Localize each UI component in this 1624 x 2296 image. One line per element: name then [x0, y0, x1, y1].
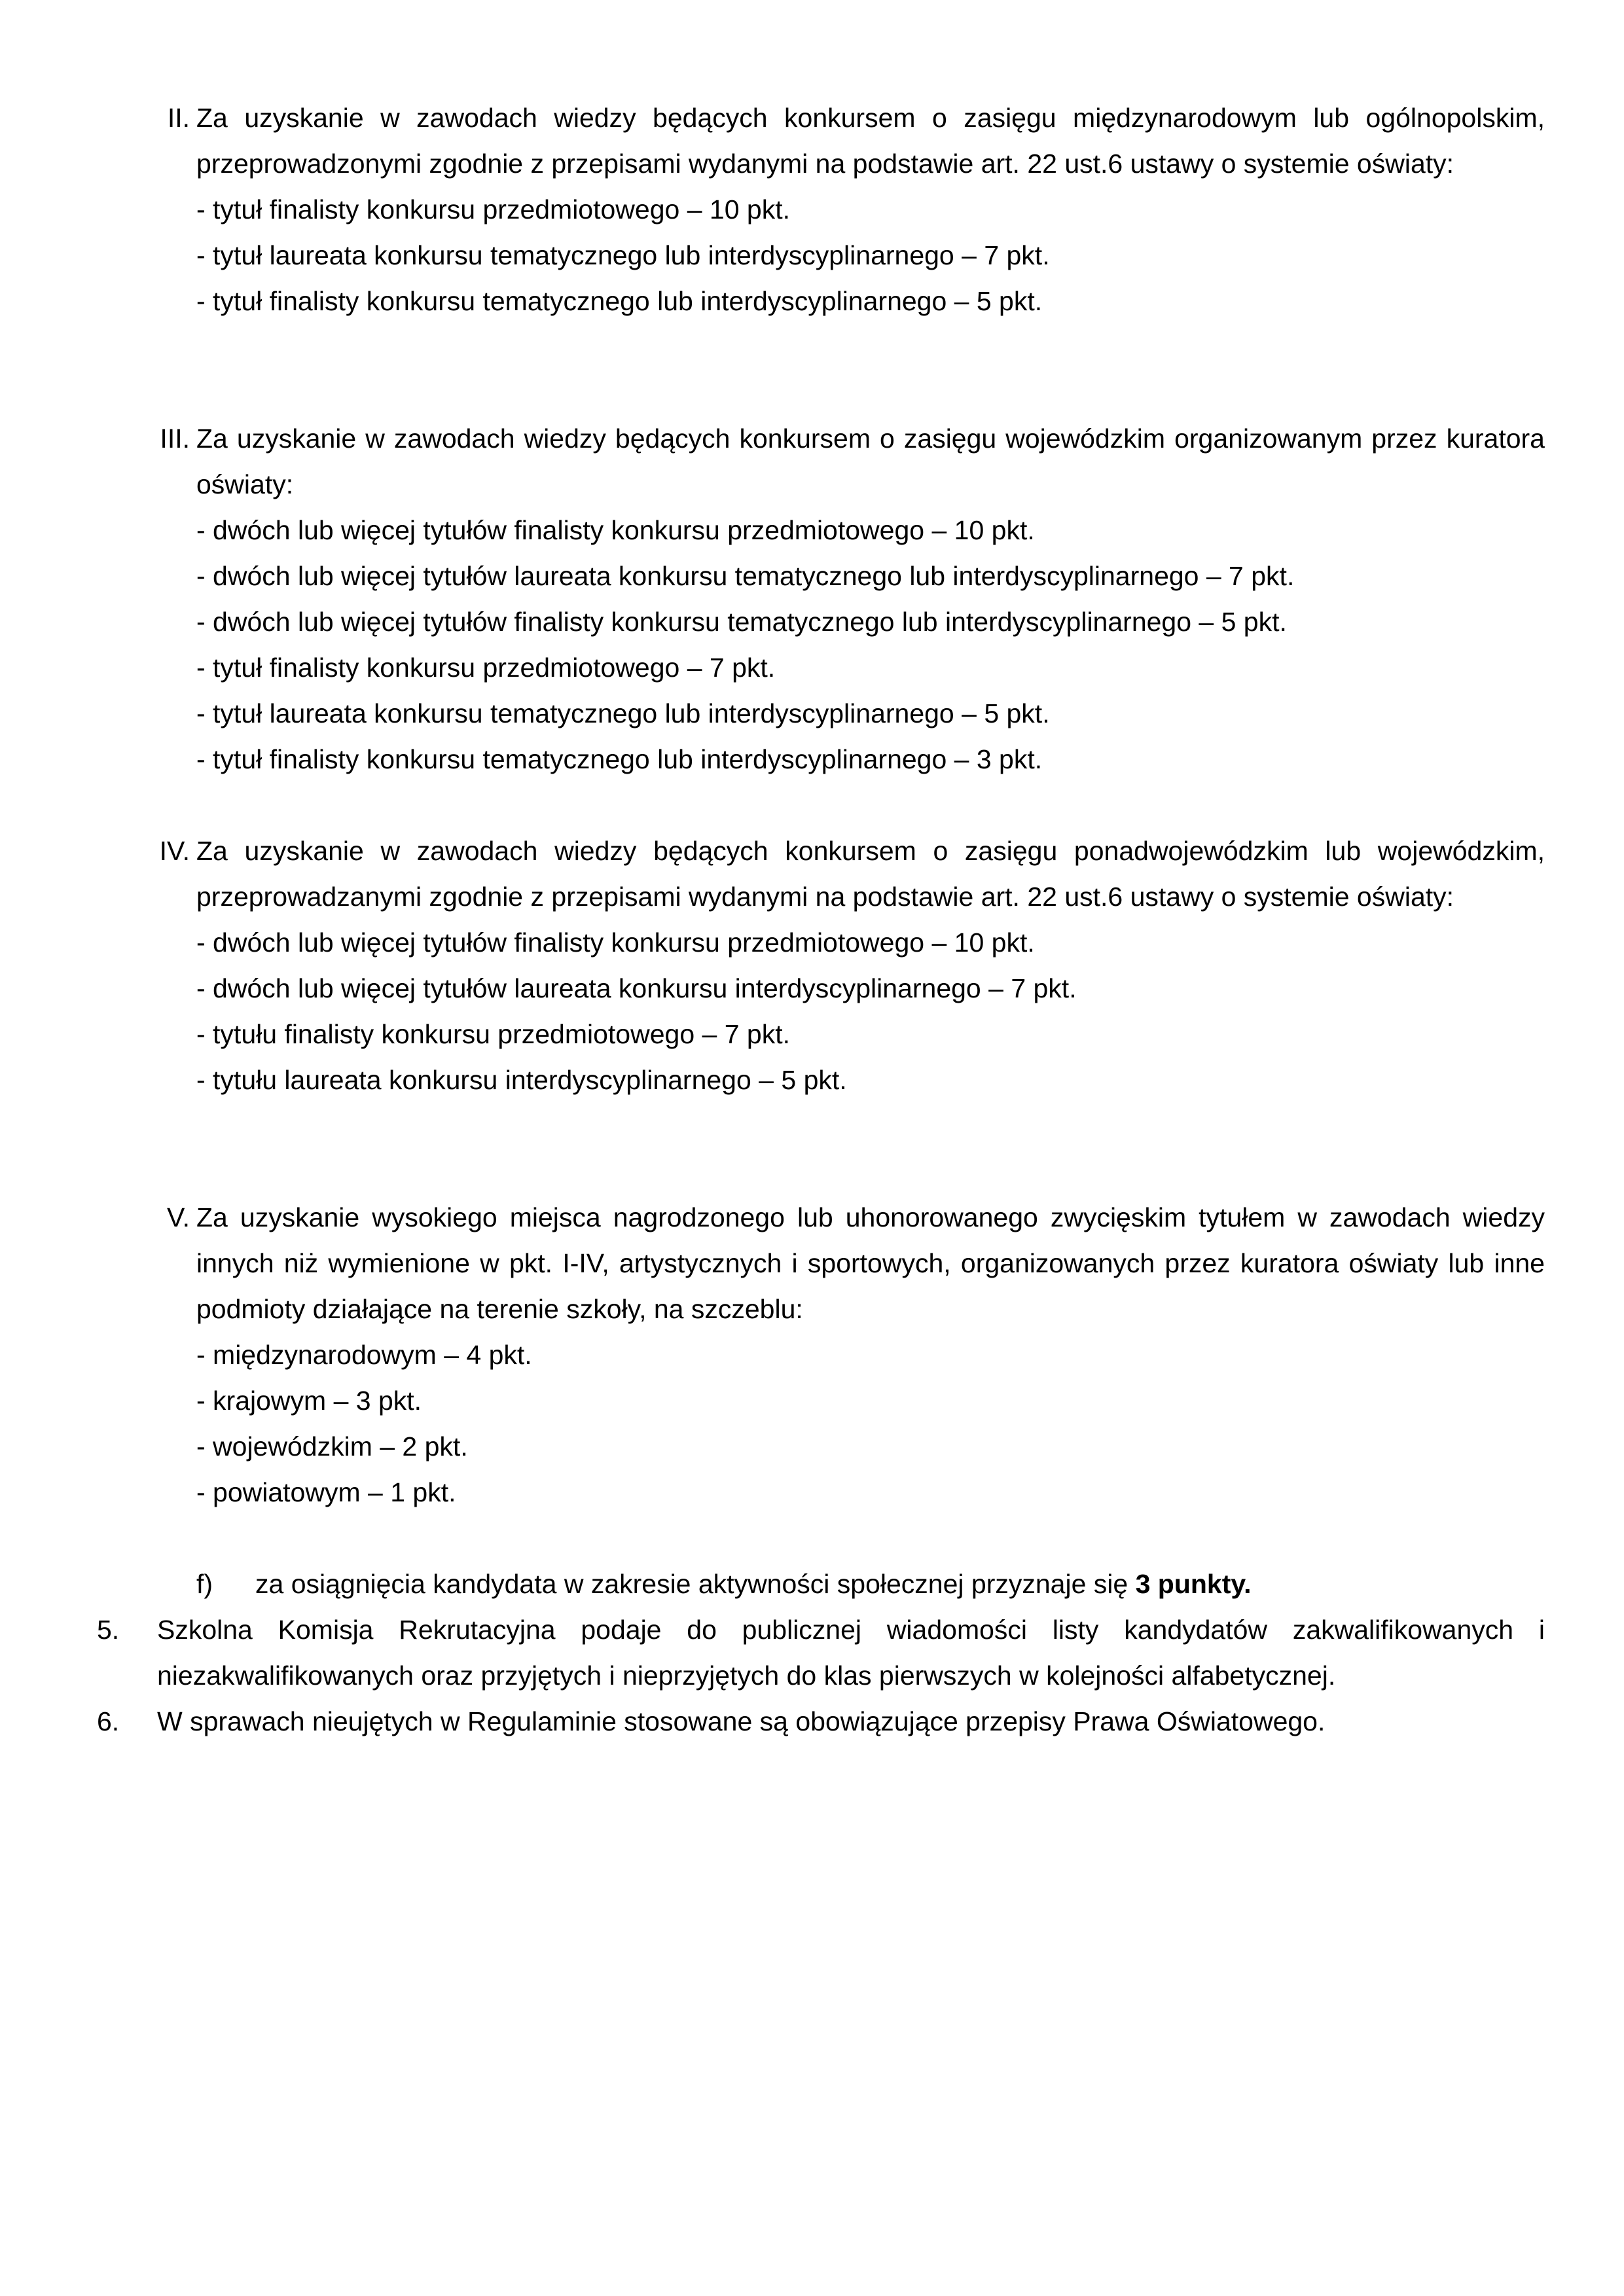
section-body [196, 828, 1545, 1103]
list-item: - dwóch lub więcej tytułów finalisty konkursu przedmiotowego – 10 pkt. [196, 515, 1035, 545]
list-item: - dwóch lub więcej tytułów laureata konkursu interdyscyplinarnego – 7 pkt. [196, 973, 1077, 1003]
sub-item-f [196, 1561, 1252, 1607]
list-item: - wojewódzkim – 2 pkt. [196, 1431, 468, 1462]
section-numeral: V. [167, 1202, 190, 1232]
sub-item-marker: f) [196, 1569, 213, 1599]
list-item: - tytułu finalisty konkursu przedmiotowego – 7 pkt. [196, 1019, 790, 1049]
sub-item-bold: 3 punkty. [1135, 1569, 1252, 1599]
section-intro: Za uzyskanie wysokiego miejsca nagrodzonego lub uhonorowanego zwycięskim tytułem w zawodach wiedzy innych niż wymienione w pkt. I-IV, artystycznych i sportowych, organizowanych przez kuratora oświaty lub inne podmioty działające na terenie szkoły, na szczeblu: [196, 1202, 1545, 1324]
item-text: Szkolna Komisja Rekrutacyjna podaje do publicznej wiadomości listy kandydatów zakwalifikowanych i niezakwalifikowanych oraz przyjętych i nieprzyjętych do klas pierwszych w kolejności alfabetycznej. [157, 1615, 1545, 1691]
list-item: - powiatowym – 1 pkt. [196, 1477, 456, 1507]
list-item: - dwóch lub więcej tytułów finalisty konkursu tematycznego lub interdyscyplinarnego – 5 pkt. [196, 607, 1287, 637]
list-item: - tytułu laureata konkursu interdyscyplinarnego – 5 pkt. [196, 1065, 847, 1095]
section-intro: Za uzyskanie w zawodach wiedzy będących konkursem o zasięgu wojewódzkim organizowanym przez kuratora oświaty: [196, 423, 1545, 499]
item-number: 5. [97, 1615, 120, 1645]
section-intro: Za uzyskanie w zawodach wiedzy będących konkursem o zasięgu ponadwojewódzkim lub wojewódzkim, przeprowadzanymi zgodnie z przepisami wydanymi na podstawie art. 22 ust.6 ustawy o systemie oświaty: [196, 836, 1545, 912]
sub-item-text: za osiągnięcia kandydata w zakresie aktywności społecznej przyznaje się [255, 1569, 1136, 1599]
list-item: - tytuł laureata konkursu tematycznego lub interdyscyplinarnego – 5 pkt. [196, 698, 1050, 728]
item-text: W sprawach nieujętych w Regulaminie stosowane są obowiązujące przepisy Prawa Oświatowego. [157, 1706, 1326, 1736]
item-number: 6. [97, 1706, 120, 1736]
list-item: - tytuł finalisty konkursu tematycznego lub interdyscyplinarnego – 5 pkt. [196, 286, 1043, 316]
list-item: - tytuł finalisty konkursu przedmiotowego – 7 pkt. [196, 653, 776, 683]
section-intro: Za uzyskanie w zawodach wiedzy będących konkursem o zasięgu międzynarodowym lub ogólnopolskim, przeprowadzonymi zgodnie z przepisami wydanymi na podstawie art. 22 ust.6 ustawy o systemie oświaty: [196, 103, 1545, 179]
list-item: - dwóch lub więcej tytułów laureata konkursu tematycznego lub interdyscyplinarnego – 7 pkt. [196, 561, 1295, 591]
list-item: - krajowym – 3 pkt. [196, 1386, 422, 1416]
list-item: - tytuł finalisty konkursu tematycznego lub interdyscyplinarnego – 3 pkt. [196, 744, 1043, 774]
section-body [196, 95, 1545, 324]
list-item: - tytuł finalisty konkursu przedmiotowego – 10 pkt. [196, 194, 790, 224]
section-numeral: II. [167, 103, 190, 133]
section-numeral: III. [160, 423, 190, 454]
section-body [196, 416, 1545, 782]
section-body [196, 1194, 1545, 1515]
list-item: - tytuł laureata konkursu tematycznego lub interdyscyplinarnego – 7 pkt. [196, 240, 1050, 270]
list-item: - międzynarodowym – 4 pkt. [196, 1340, 532, 1370]
list-item: - dwóch lub więcej tytułów finalisty konkursu przedmiotowego – 10 pkt. [196, 927, 1035, 958]
section-numeral: IV. [159, 836, 190, 866]
